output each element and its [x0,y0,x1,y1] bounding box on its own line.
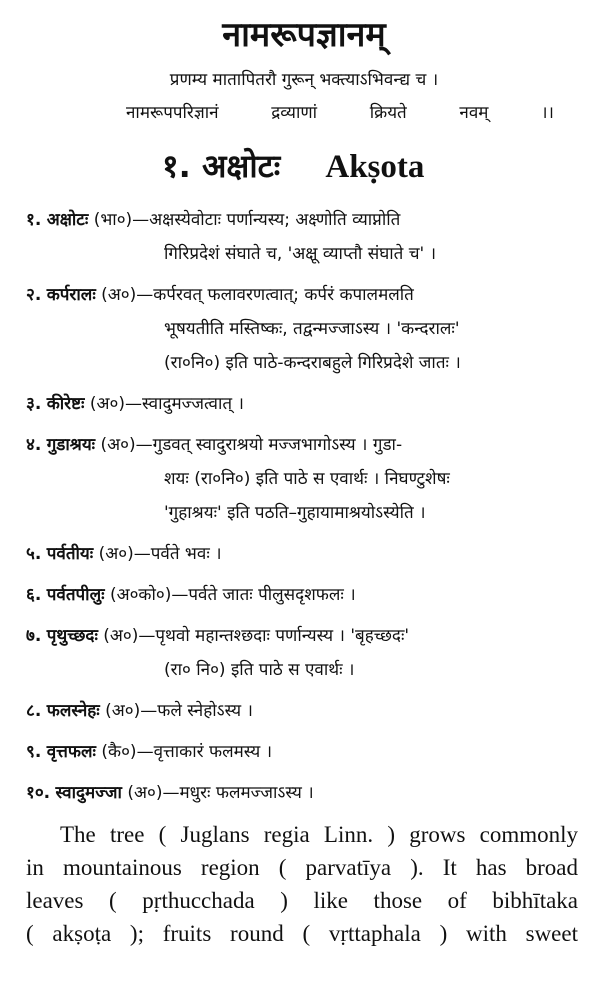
section-number: १. [162,147,191,185]
synonym-entry [26,776,582,810]
description-line: The tree ( Juglans regia Linn. ) grows commonly [60,822,578,847]
entry-line [26,387,582,421]
synonym-entry [26,735,582,769]
entry-term: कर्परालः [46,285,96,305]
entry-line [26,203,582,237]
entry-text: (अ०को०)—पर्वते जातः पीलुसदृशफलः । [109,585,356,605]
section-sanskrit-name: अक्षोटः [201,147,281,185]
synonym-entry [26,578,582,612]
entry-line [26,776,582,810]
entry-term: कीरेष्टः [46,394,85,414]
entry-line: (रा०नि०) इति पाठे-कन्दराबहुले गिरिप्रदेशे जातः । [164,353,461,373]
synonym-entry [26,537,582,571]
entry-line: 'गुहाश्रयः' इति पठति–गुहायामाश्रयोऽस्येति । [164,503,426,523]
synonym-entry [26,387,582,421]
entry-text: (कै०)—वृत्ताकारं फलमस्य । [101,742,273,762]
synonym-entry [26,694,582,728]
verse-line: नामरूपपरिज्ञानं द्रव्याणां क्रियते नवम् ।। [126,103,554,123]
synonym-entry [26,203,582,271]
entry-term: पर्वतपीलुः [46,585,105,605]
entry-line: (रा० नि०) इति पाठे स एवार्थः । [164,660,355,680]
entry-line: भूषयतीति मस्तिष्कः, तद्वन्मज्जाऽस्य । 'कन्दरालः' [164,319,460,339]
entry-number: २. [26,285,42,305]
english-description [26,818,582,950]
synonym-entry [26,278,582,380]
synonym-list [26,203,582,810]
entry-term: फलस्नेहः [46,701,100,721]
entry-text: (अ०)—गुडवत् स्वादुराश्रयो मज्जभागोऽस्य । गुडा- [100,435,403,455]
section-latin-name: Akṣota [325,149,425,185]
entry-term: पृथुच्छदः [46,626,98,646]
entry-term: गुडाश्रयः [46,435,96,455]
entry-term: अक्षोटः [46,210,89,230]
entry-line [26,619,582,653]
entry-text: (अ०)—फले स्नेहोऽस्य । [105,701,253,721]
entry-number: ७. [26,626,42,646]
entry-line: शयः (रा०नि०) इति पाठे स एवार्थः । निघण्टुशेषः [164,469,450,489]
synonym-entry [26,428,582,530]
entry-line [26,694,582,728]
entry-line [26,735,582,769]
invocation-verse [26,64,582,130]
description-line: leaves ( pṛthucchada ) like those of bibhītaka [26,888,578,913]
entry-text: (अ०)—स्वादुमज्जत्वात् । [89,394,244,414]
page-title: नामरूपज्ञानम् [222,15,386,55]
entry-number: १०. [26,783,51,803]
entry-line [26,428,582,462]
description-line: in mountainous region ( parvatīya ). It has broad [26,855,578,880]
entry-text: (अ०)—मधुरः फलमज्जाऽस्य । [127,783,314,803]
entry-term: स्वादुमज्जा [55,783,122,803]
entry-number: ५. [26,544,42,564]
entry-term: वृत्तफलः [46,742,96,762]
entry-number: ४. [26,435,42,455]
entry-line [26,537,582,571]
entry-number: ९. [26,742,42,762]
entry-line: गिरिप्रदेशं संघाते च, 'अक्षू व्याप्तौ संघाते च' । [164,244,437,264]
entry-text: (अ०)—पर्वते भवः । [98,544,222,564]
entry-line [26,278,582,312]
verse-line: प्रणम्य मातापितरौ गुरून् भक्त्याऽभिवन्द्य च । [169,70,439,90]
entry-number: १. [26,210,42,230]
section-heading [26,144,582,187]
synonym-entry [26,619,582,687]
document-page [0,10,600,983]
description-line: ( akṣoṭa ); fruits round ( vṛttaphala ) with sweet [26,921,578,946]
entry-number: ३. [26,394,42,414]
entry-text: (अ०)—कर्परवत् फलावरणत्वात्; कर्परं कपालमलति [101,285,414,305]
entry-line [26,578,582,612]
entry-text: (भा०)—अक्षस्येवोटाः पर्णान्यस्य; अक्ष्णोति व्याप्नोति [93,210,401,230]
entry-term: पर्वतीयः [46,544,94,564]
entry-text: (अ०)—पृथवो महान्तश्छदाः पर्णान्यस्य । 'बृहच्छदः' [103,626,410,646]
entry-number: ६. [26,585,42,605]
entry-number: ८. [26,701,42,721]
